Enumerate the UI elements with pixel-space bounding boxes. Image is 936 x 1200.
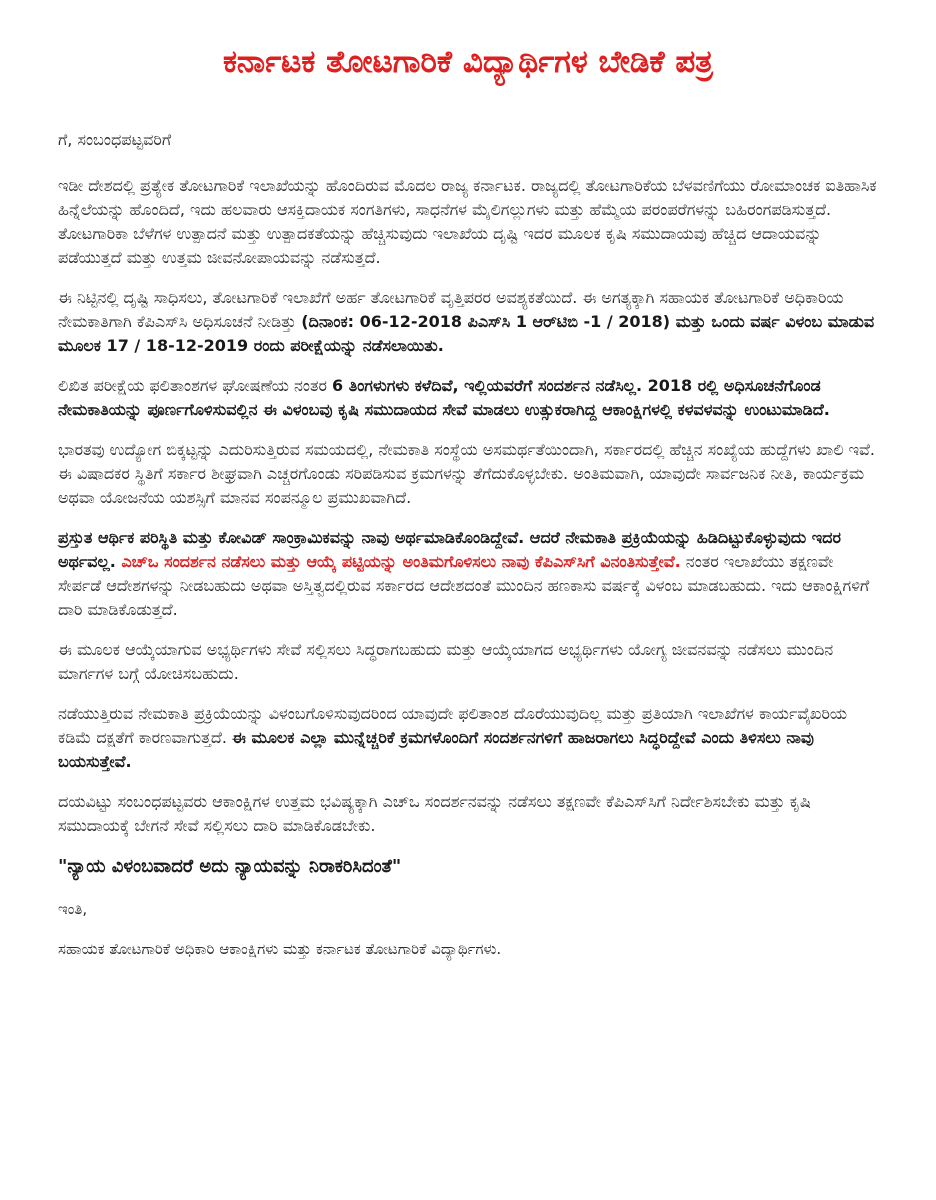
paragraph-2 [58,286,878,358]
paragraph-5-highlight: ಎಚ್‌ಒ ಸಂದರ್ಶನ ನಡೆಸಲು ಮತ್ತು ಆಯ್ಕೆ ಪಟ್ಟಿಯನ್ನು ಅಂತಿಮಗೊಳಿಸಲು ನಾವು ಕೆಪಿಎಸ್‌ಸಿಗೆ ವಿನಂತಿಸುತ್ತೇವೆ. [121,552,681,571]
paragraph-5 [58,526,878,622]
paragraph-3-bold: 6 ತಿಂಗಳುಗಳು ಕಳೆದಿವೆ, ಇಲ್ಲಿಯವರೆಗೆ ಸಂದರ್ಶನ ನಡೆಸಿಲ್ಲ. 2018 ರಲ್ಲಿ ಅಧಿಸೂಚನೆಗೊಂಡ ನೇಮಕಾತಿಯನ್ನು ಪೂರ್ಣಗೊಳಿಸುವಲ್ಲಿನ ಈ ವಿಳಂಬವು ಕೃಷಿ ಸಮುದಾಯದ ಸೇವೆ ಮಾಡಲು ಉತ್ಸುಕರಾಗಿದ್ದ ಆಕಾಂಕ್ಷಿಗಳಲ್ಲಿ ಕಳವಳವನ್ನು ಉಂಟುಮಾಡಿದೆ. [58,376,830,419]
paragraph-5-text: ನಂತರ ಇಲಾಖೆಯು ತಕ್ಷಣವೇ ಸೇರ್ಪಡೆ ಆದೇಶಗಳನ್ನು ನೀಡಬಹುದು ಅಥವಾ ಅಸ್ತಿತ್ವದಲ್ಲಿರುವ ಸರ್ಕಾರದ ಆದೇಶದಂತೆ ಮುಂದಿನ ಹಣಕಾಸು ವರ್ಷಕ್ಕೆ ವಿಳಂಬ ಮಾಡಬಹುದು. ಇದು ಆಕಾಂಕ್ಷಿಗಳಿಗೆ ದಾರಿ ಮಾಡಿಕೊಡುತ್ತದೆ. [58,552,870,619]
paragraph-7 [58,702,878,774]
signature: ಸಹಾಯಕ ತೋಟಗಾರಿಕೆ ಅಧಿಕಾರಿ ಆಕಾಂಕ್ಷಿಗಳು ಮತ್ತು ಕರ್ನಾಟಕ ತೋಟಗಾರಿಕೆ ವಿದ್ಯಾರ್ಥಿಗಳು. [58,940,502,958]
salutation: ಗೆ, ಸಂಬಂಧಪಟ್ಟವರಿಗೆ [58,130,172,149]
paragraph-6: ಈ ಮೂಲಕ ಆಯ್ಕೆಯಾಗುವ ಅಭ್ಯರ್ಥಿಗಳು ಸೇವೆ ಸಲ್ಲಿಸಲು ಸಿದ್ಧರಾಗಬಹುದು ಮತ್ತು ಆಯ್ಕೆಯಾಗದ ಅಭ್ಯರ್ಥಿಗಳು ಯೋಗ್ಯ ಜೀವನವನ್ನು ನಡೆಸಲು ಮುಂದಿನ ಮಾರ್ಗಗಳ ಬಗ್ಗೆ ಯೋಚಿಸಬಹುದು. [58,640,834,683]
paragraph-3 [58,374,878,422]
paragraph-1: ಇಡೀ ದೇಶದಲ್ಲಿ ಪ್ರತ್ಯೇಕ ತೋಟಗಾರಿಕೆ ಇಲಾಖೆಯನ್ನು ಹೊಂದಿರುವ ಮೊದಲ ರಾಜ್ಯ ಕರ್ನಾಟಕ. ರಾಜ್ಯದಲ್ಲಿ ತೋಟಗಾರಿಕೆಯ ಬೆಳವಣಿಗೆಯು ರೋಮಾಂಚಕ ಐತಿಹಾಸಿಕ ಹಿನ್ನೆಲೆಯನ್ನು ಹೊಂದಿದೆ, ಇದು ಹಲವಾರು ಆಸಕ್ತಿದಾಯಕ ಸಂಗತಿಗಳು, ಸಾಧನೆಗಳ ಮೈಲಿಗಲ್ಲುಗಳು ಮತ್ತು ಹೆಮ್ಮೆಯ ಪರಂಪರೆಗಳನ್ನು ಬಹಿರಂಗಪಡಿಸುತ್ತದೆ. ತೋಟಗಾರಿಕಾ ಬೆಳೆಗಳ ಉತ್ಪಾದನೆ ಮತ್ತು ಉತ್ಪಾದಕತೆಯನ್ನು ಹೆಚ್ಚಿಸುವುದು ಇಲಾಖೆಯ ದೃಷ್ಟಿ ಇದರ ಮೂಲಕ ಕೃಷಿ ಸಮುದಾಯವು ಹೆಚ್ಚಿದ ಆದಾಯವನ್ನು ಪಡೆಯುತ್ತದೆ ಮತ್ತು ಉತ್ತಮ ಜೀವನೋಪಾಯವನ್ನು ನಡೆಸುತ್ತದೆ. [58,176,877,267]
paragraph-3-text: ಲಿಖಿತ ಪರೀಕ್ಷೆಯ ಫಲಿತಾಂಶಗಳ ಘೋಷಣೆಯ ನಂತರ [58,376,333,395]
paragraph-2-text: ಈ ನಿಟ್ಟಿನಲ್ಲಿ ದೃಷ್ಟಿ ಸಾಧಿಸಲು, ತೋಟಗಾರಿಕೆ ಇಲಾಖೆಗೆ ಅರ್ಹ ತೋಟಗಾರಿಕೆ ವೃತ್ತಿಪರರ ಅವಶ್ಯಕತೆಯಿದೆ. ಈ ಅಗತ್ಯಕ್ಕಾಗಿ ಸಹಾಯಕ ತೋಟಗಾರಿಕೆ ಅಧಿಕಾರಿಯ ನೇಮಕಾತಿಗಾಗಿ ಕೆಪಿಎಸ್‌ಸಿ ಅಧಿಸೂಚನೆ ನೀಡಿತ್ತು [58,288,844,331]
paragraph-2-bold: (ದಿನಾಂಕ: 06-12-2018 ಪಿಎಸ್‌ಸಿ 1 ಆರ್‌ಟಿಬಿ -1 / 2018) ಮತ್ತು ಒಂದು ವರ್ಷ ವಿಳಂಬ ಮಾಡುವ ಮೂಲಕ 17 / 18-12-2019 ರಂದು ಪರೀಕ್ಷೆಯನ್ನು ನಡೆಸಲಾಯಿತು. [58,312,875,355]
paragraph-8: ದಯವಿಟ್ಟು ಸಂಬಂಧಪಟ್ಟವರು ಆಕಾಂಕ್ಷಿಗಳ ಉತ್ತಮ ಭವಿಷ್ಯಕ್ಕಾಗಿ ಎಚ್‌ಒ ಸಂದರ್ಶನವನ್ನು ನಡೆಸಲು ತಕ್ಷಣವೇ ಕೆಪಿಎಸ್‌ಸಿಗೆ ನಿರ್ದೇಶಿಸಬೇಕು ಮತ್ತು ಕೃಷಿ ಸಮುದಾಯಕ್ಕೆ ಬೇಗನೆ ಸೇವೆ ಸಲ್ಲಿಸಲು ದಾರಿ ಮಾಡಿಕೊಡಬೇಕು. [58,792,811,835]
paragraph-7-text: ನಡೆಯುತ್ತಿರುವ ನೇಮಕಾತಿ ಪ್ರಕ್ರಿಯೆಯನ್ನು ವಿಳಂಬಗೊಳಿಸುವುದರಿಂದ ಯಾವುದೇ ಫಲಿತಾಂಶ ದೊರೆಯುವುದಿಲ್ಲ ಮತ್ತು ಪ್ರತಿಯಾಗಿ ಇಲಾಖೆಗಳ ಕಾರ್ಯವೈಖರಿಯ ಕಡಿಮೆ ದಕ್ಷತೆಗೆ ಕಾರಣವಾಗುತ್ತದೆ. [58,704,848,747]
paragraph-4: ಭಾರತವು ಉದ್ಯೋಗ ಬಿಕ್ಕಟ್ಟನ್ನು ಎದುರಿಸುತ್ತಿರುವ ಸಮಯದಲ್ಲಿ, ನೇಮಕಾತಿ ಸಂಸ್ಥೆಯ ಅಸಮರ್ಥತೆಯಿಂದಾಗಿ, ಸರ್ಕಾರದಲ್ಲಿ ಹೆಚ್ಚಿನ ಸಂಖ್ಯೆಯ ಹುದ್ದೆಗಳು ಖಾಲಿ ಇವೆ. ಈ ವಿಷಾದಕರ ಸ್ಥಿತಿಗೆ ಸರ್ಕಾರ ಶೀಘ್ರವಾಗಿ ಎಚ್ಚರಗೊಂಡು ಸರಿಪಡಿಸುವ ಕ್ರಮಗಳನ್ನು ತೆಗೆದುಕೊಳ್ಳಬೇಕು. ಅಂತಿಮವಾಗಿ, ಯಾವುದೇ ಸಾರ್ವಜನಿಕ ನೀತಿ, ಕಾರ್ಯಕ್ರಮ ಅಥವಾ ಯೋಜನೆಯ ಯಶಸ್ಸಿಗೆ ಮಾನವ ಸಂಪನ್ಮೂಲ ಪ್ರಮುಖವಾಗಿದೆ. [58,440,876,507]
paragraph-7-bold: ಈ ಮೂಲಕ ಎಲ್ಲಾ ಮುನ್ನೆಚ್ಚರಿಕೆ ಕ್ರಮಗಳೊಂದಿಗೆ ಸಂದರ್ಶನಗಳಿಗೆ ಹಾಜರಾಗಲು ಸಿದ್ಧರಿದ್ದೇವೆ ಎಂದು ತಿಳಿಸಲು ನಾವು ಬಯಸುತ್ತೇವೆ. [58,728,814,771]
paragraph-5-bold: ಪ್ರಸ್ತುತ ಆರ್ಥಿಕ ಪರಿಸ್ಥಿತಿ ಮತ್ತು ಕೋವಿಡ್ ಸಾಂಕ್ರಾಮಿಕವನ್ನು ನಾವು ಅರ್ಥಮಾಡಿಕೊಂಡಿದ್ದೇವೆ. ಆದರೆ ನೇಮಕಾತಿ ಪ್ರಕ್ರಿಯೆಯನ್ನು ಹಿಡಿದಿಟ್ಟುಕೊಳ್ಳುವುದು ಇದರ ಅರ್ಥವಲ್ಲ. [58,528,841,571]
quote: "ನ್ಯಾಯ ವಿಳಂಬವಾದರೆ ಅದು ನ್ಯಾಯವನ್ನು ನಿರಾಕರಿಸಿದಂತೆ" [58,856,402,877]
document-title: ಕರ್ನಾಟಕ ತೋಟಗಾರಿಕೆ ವಿದ್ಯಾರ್ಥಿಗಳ ಬೇಡಿಕೆ ಪತ್ರ [222,44,714,80]
closing: ಇಂತಿ, [58,900,88,918]
